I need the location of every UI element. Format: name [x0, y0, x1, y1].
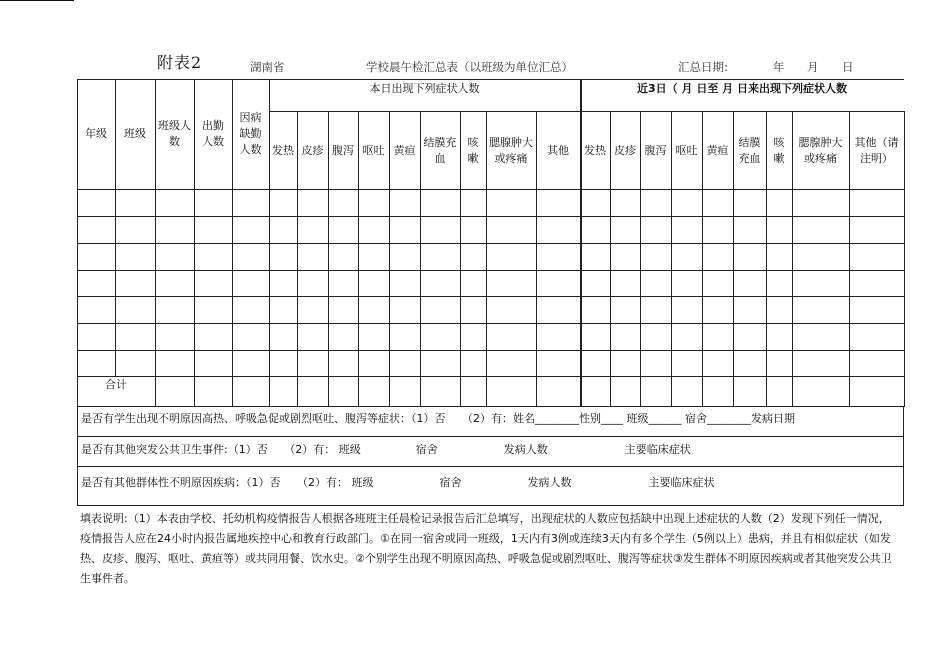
- today-symptom-0: 发热: [272, 143, 294, 157]
- date-year-unit: 年: [773, 60, 785, 74]
- question-cluster-disease: 是否有其他群体性不明原因疾病：（1）否 （2）有： 班级 宿舍 发病人数 主要临床症状: [81, 476, 715, 489]
- question-unexplained-fever: 是否有学生出现不明原因高热、呼吸急促或剧烈呕吐、腹泻等症状：（1）否 （2）有：姓名________性别____ 班级______ 宿舍________发病日期: [81, 412, 795, 425]
- today-symptom-3: 呕吐: [362, 143, 385, 157]
- question-divider-1: [77, 436, 904, 437]
- fill-instructions: 填表说明:（1）本表由学校、托幼机构疫情报告人根据各班班主任晨检记录报告后汇总填写，出现症状的人数应包括缺中出现上述症状的人数（2）发现下列任一情况，疫情报告人应在24小时内报告属地疾控中心和教育行政部门。①在同一宿舍或同一班级，1天内有3例或连续3天内有多个学生（5例以上）患病，并且有相似症状（如发热、皮疹、腹泻、呕吐、黄疸等）或共同用餐、饮水史。②个别学生出现不明原因高热、呼吸急促或剧烈呕吐、腹泻等症状③发生群体不明原因疾病或者其他突发公共卫生事件者。: [80, 512, 892, 585]
- recent-symptom-5: 结膜充血: [738, 135, 761, 165]
- today-symptom-7: 腮腺肿大或疼痛: [489, 135, 533, 165]
- date-label: 汇总日期:: [678, 60, 728, 74]
- header-class-size: 班级人数: [158, 119, 191, 148]
- recent-symptom-7: 腮腺肿大或疼痛: [798, 135, 843, 165]
- date-month-unit: 月: [807, 60, 819, 74]
- today-symptom-8: 其他: [547, 143, 569, 157]
- table-row-line: [77, 243, 904, 244]
- appendix-label: 附表2: [157, 53, 203, 72]
- recent-symptom-1: 皮疹: [614, 143, 636, 157]
- date-day-unit: 日: [842, 60, 854, 74]
- table-row-line: [77, 270, 904, 271]
- recent-symptom-2: 腹泻: [644, 143, 667, 157]
- header-sick-absence: 因病缺勤人数: [239, 111, 262, 156]
- today-symptom-6: 咳嗽: [467, 135, 479, 165]
- today-symptom-1: 皮疹: [301, 143, 324, 157]
- school-name-blank: [0, 0, 74, 1]
- recent-symptom-6: 咳嗽: [773, 135, 785, 165]
- header-recent-symptoms: 近3日（ 月 日至 月 日来出现下列症状人数: [637, 82, 847, 95]
- table-column-line: [904, 111, 905, 407]
- header-class: 班级: [124, 127, 146, 140]
- table-row-line: [77, 189, 904, 190]
- today-symptom-5: 结膜充血: [423, 135, 457, 165]
- table-row-line: [77, 296, 904, 297]
- table-row-line: [77, 323, 904, 324]
- total-row-label: 合计: [105, 378, 127, 391]
- today-symptom-4: 黄疸: [393, 143, 416, 157]
- form-title: 学校晨午检汇总表（以班级为单位汇总）: [366, 60, 573, 74]
- question-public-health-event: 是否有其他突发公共卫生事件:（1）否 （2）有： 班级 宿舍 发病人数 主要临床症状: [81, 443, 691, 456]
- recent-symptom-4: 黄疸: [706, 143, 729, 157]
- province-label: 湖南省: [250, 60, 285, 74]
- question-divider-2: [77, 466, 904, 467]
- table-row-line: [77, 350, 904, 351]
- table-row-line: [77, 216, 904, 217]
- today-symptom-2: 腹泻: [332, 143, 354, 157]
- header-today-symptoms: 本日出现下列症状人数: [369, 82, 480, 95]
- recent-symptom-8: 其他（请注明）: [854, 135, 899, 165]
- recent-symptom-0: 发热: [584, 143, 606, 157]
- header-grade: 年级: [85, 127, 107, 140]
- table-row-line: [77, 376, 904, 377]
- recent-symptom-3: 呕吐: [675, 143, 698, 157]
- summary-table: [77, 79, 904, 407]
- header-attendance: 出勤人数: [202, 119, 224, 148]
